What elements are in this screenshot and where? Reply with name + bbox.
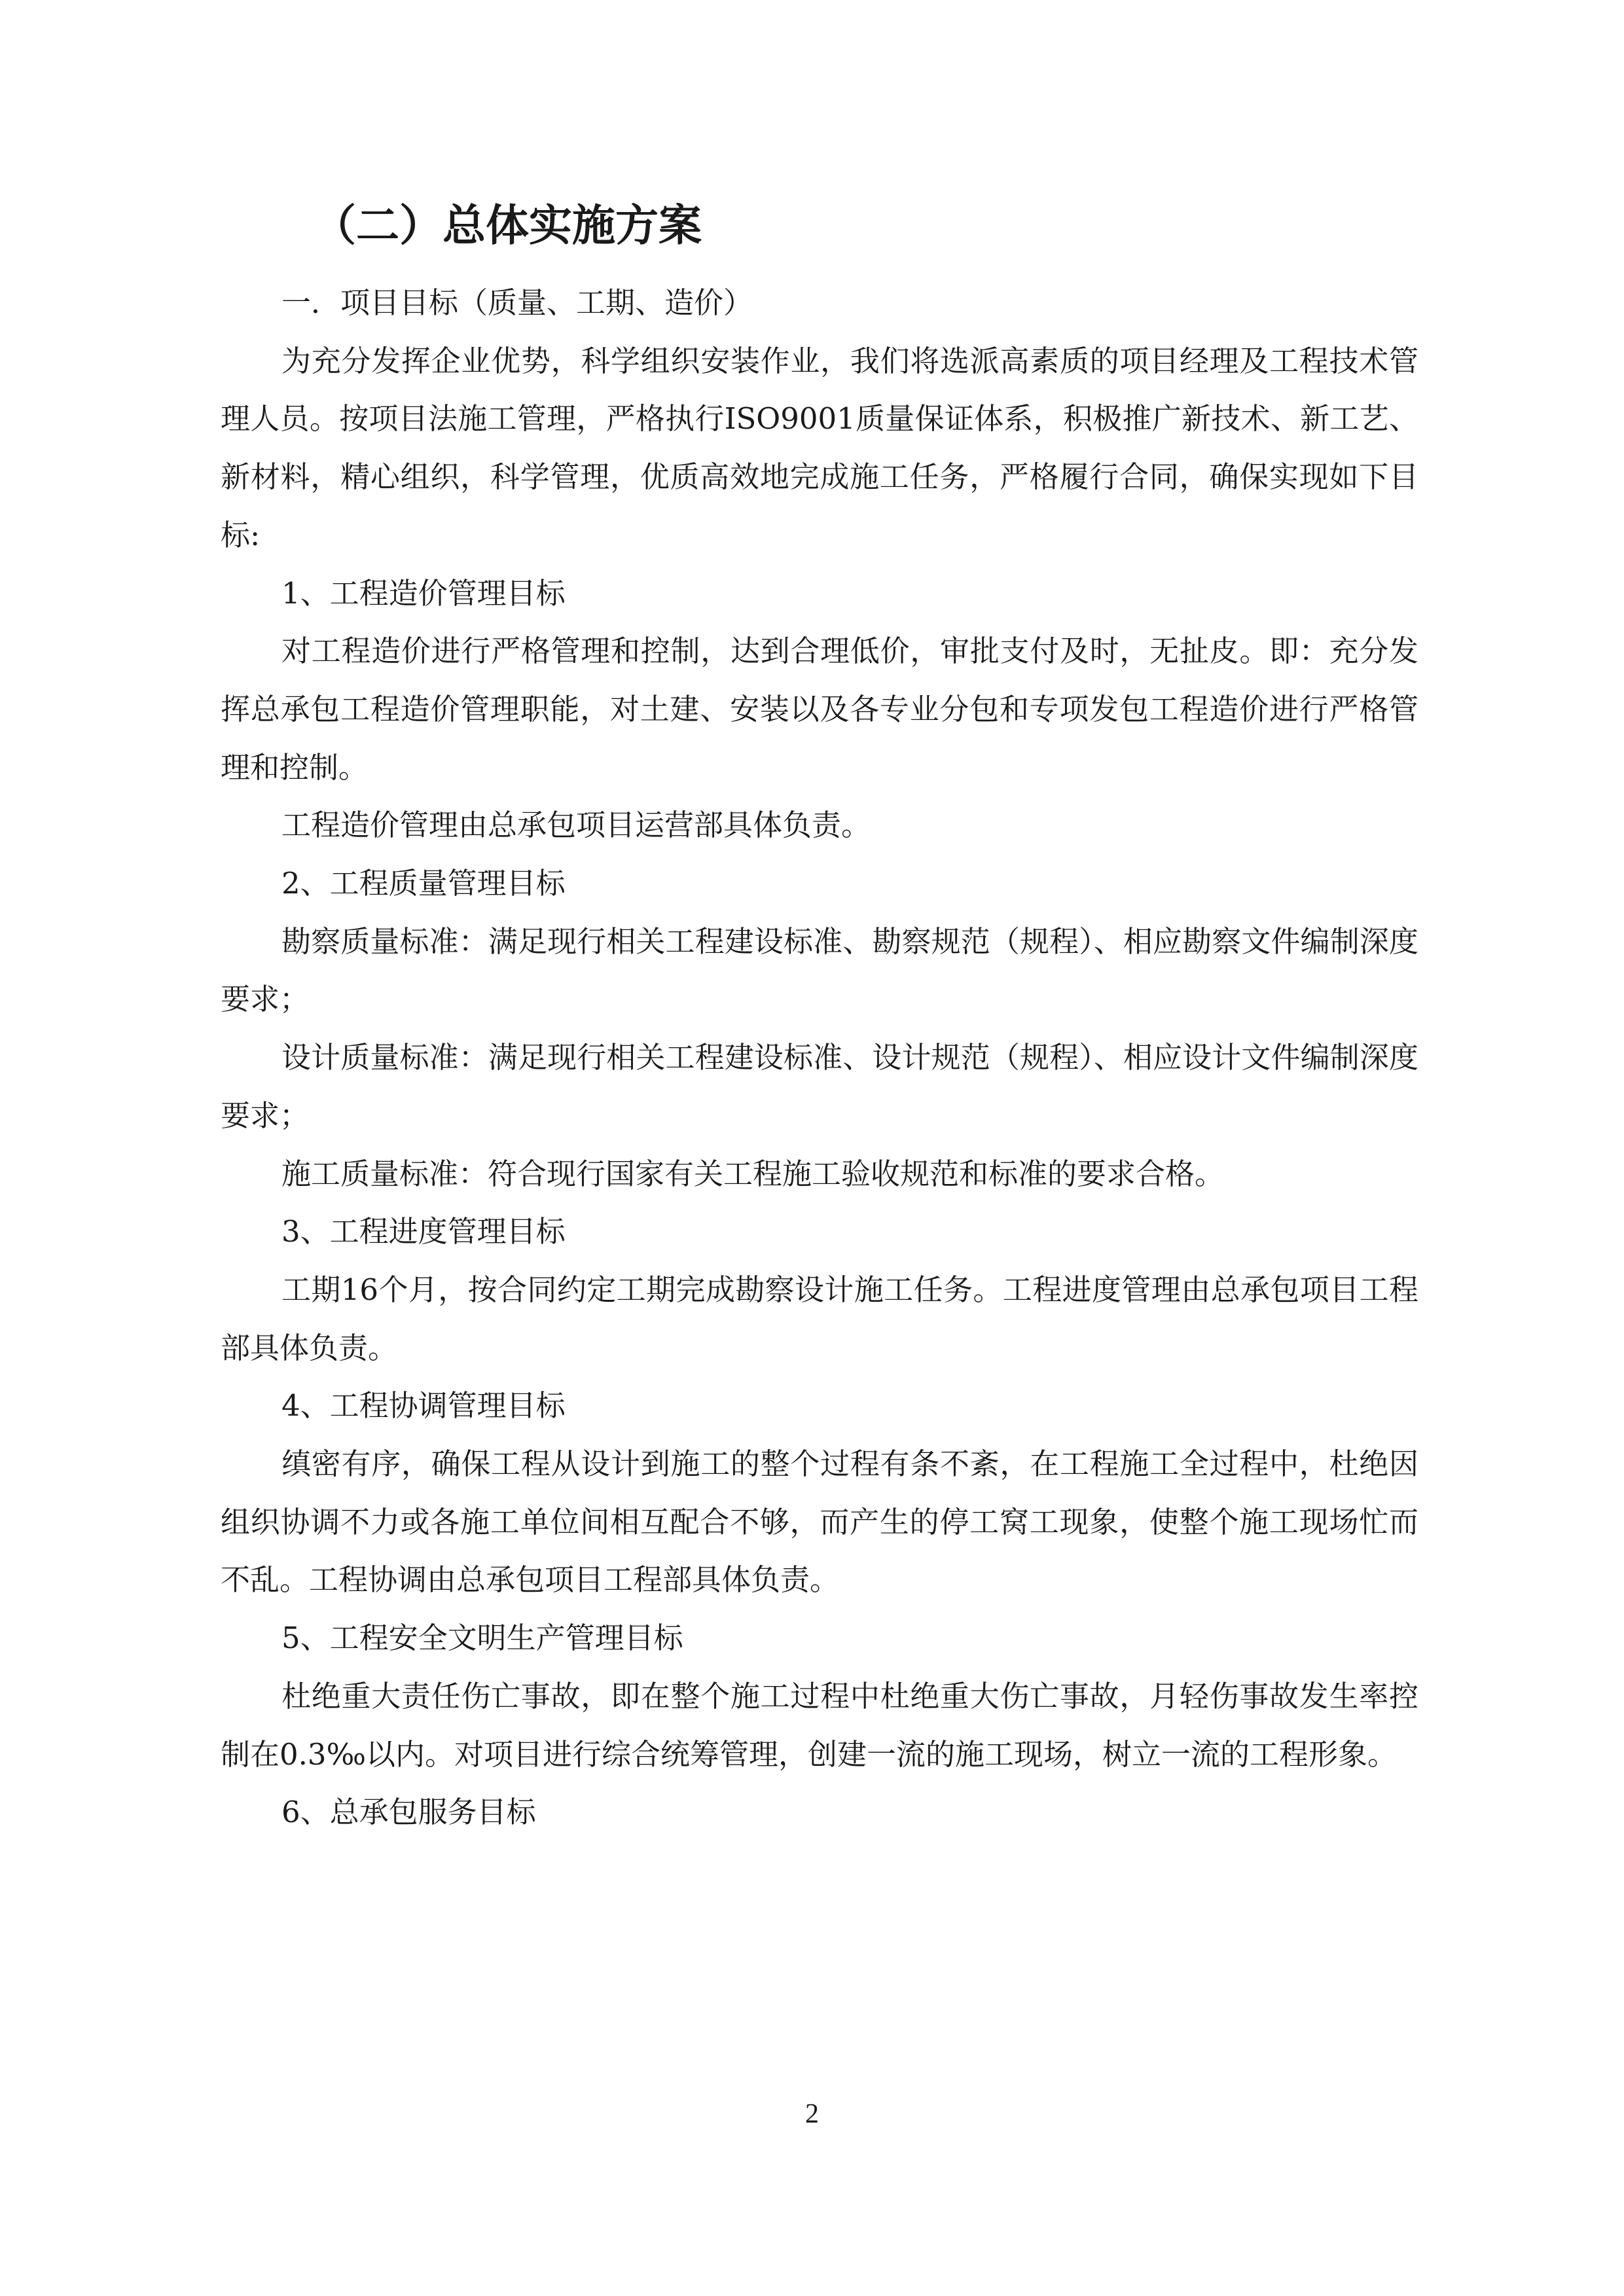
paragraph-schedule: 工期16个月，按合同约定工期完成勘察设计施工任务。工程进度管理由总承包项目工程部具体负责。 — [221, 1272, 1418, 1365]
paragraph-construction-quality: 施工质量标准：符合现行国家有关工程施工验收规范和标准的要求合格。 — [281, 1156, 1225, 1191]
paragraph-survey-quality: 勘察质量标准：满足现行相关工程建设标准、勘察规范（规程）、相应勘察文件编制深度要求； — [221, 924, 1418, 1017]
subsection-title-schedule: 3、工程进度管理目标 — [281, 1214, 566, 1249]
paragraph-cost-control: 对工程造价进行严格管理和控制，达到合理低价，审批支付及时，无扯皮。即：充分发挥总承包工程造价管理职能，对土建、安装以及各专业分包和专项发包工程造价进行严格管理和控制。 — [221, 634, 1418, 785]
document-body — [221, 274, 1418, 1842]
page-number: 2 — [805, 2099, 819, 2129]
section-heading: （二）总体实施方案 — [313, 200, 702, 251]
paragraph-cost-responsibility: 工程造价管理由总承包项目运营部具体负责。 — [281, 808, 871, 843]
subsection-title-service: 6、总承包服务目标 — [281, 1795, 536, 1830]
subsection-title-quality: 2、工程质量管理目标 — [281, 866, 566, 901]
subsection-title-coordination: 4、工程协调管理目标 — [281, 1388, 566, 1424]
paragraph-design-quality: 设计质量标准：满足现行相关工程建设标准、设计规范（规程）、相应设计文件编制深度要求； — [221, 1040, 1418, 1133]
paragraph-safety: 杜绝重大责任伤亡事故，即在整个施工过程中杜绝重大伤亡事故，月轻伤事故发生率控制在0.3‰以内。对项目进行综合统筹管理，创建一流的施工现场，树立一流的工程形象。 — [221, 1678, 1418, 1772]
subsection-title-safety: 5、工程安全文明生产管理目标 — [281, 1621, 683, 1656]
subsection-title-project-goals: 一．项目目标（质量、工期、造价） — [281, 285, 753, 320]
subsection-title-cost: 1、工程造价管理目标 — [281, 575, 566, 611]
paragraph-intro: 为充分发挥企业优势，科学组织安装作业，我们将选派高素质的项目经理及工程技术管理人员。按项目法施工管理，严格执行ISO9001质量保证体系，积极推广新技术、新工艺、新材料，精心组织，科学管理，优质高效地完成施工任务，严格履行合同，确保实现如下目标: — [221, 343, 1418, 552]
paragraph-coordination: 缜密有序，确保工程从设计到施工的整个过程有条不紊，在工程施工全过程中，杜绝因组织协调不力或各施工单位间相互配合不够，而产生的停工窝工现象，使整个施工现场忙而不乱。工程协调由总承包项目工程部具体负责。 — [221, 1446, 1418, 1598]
